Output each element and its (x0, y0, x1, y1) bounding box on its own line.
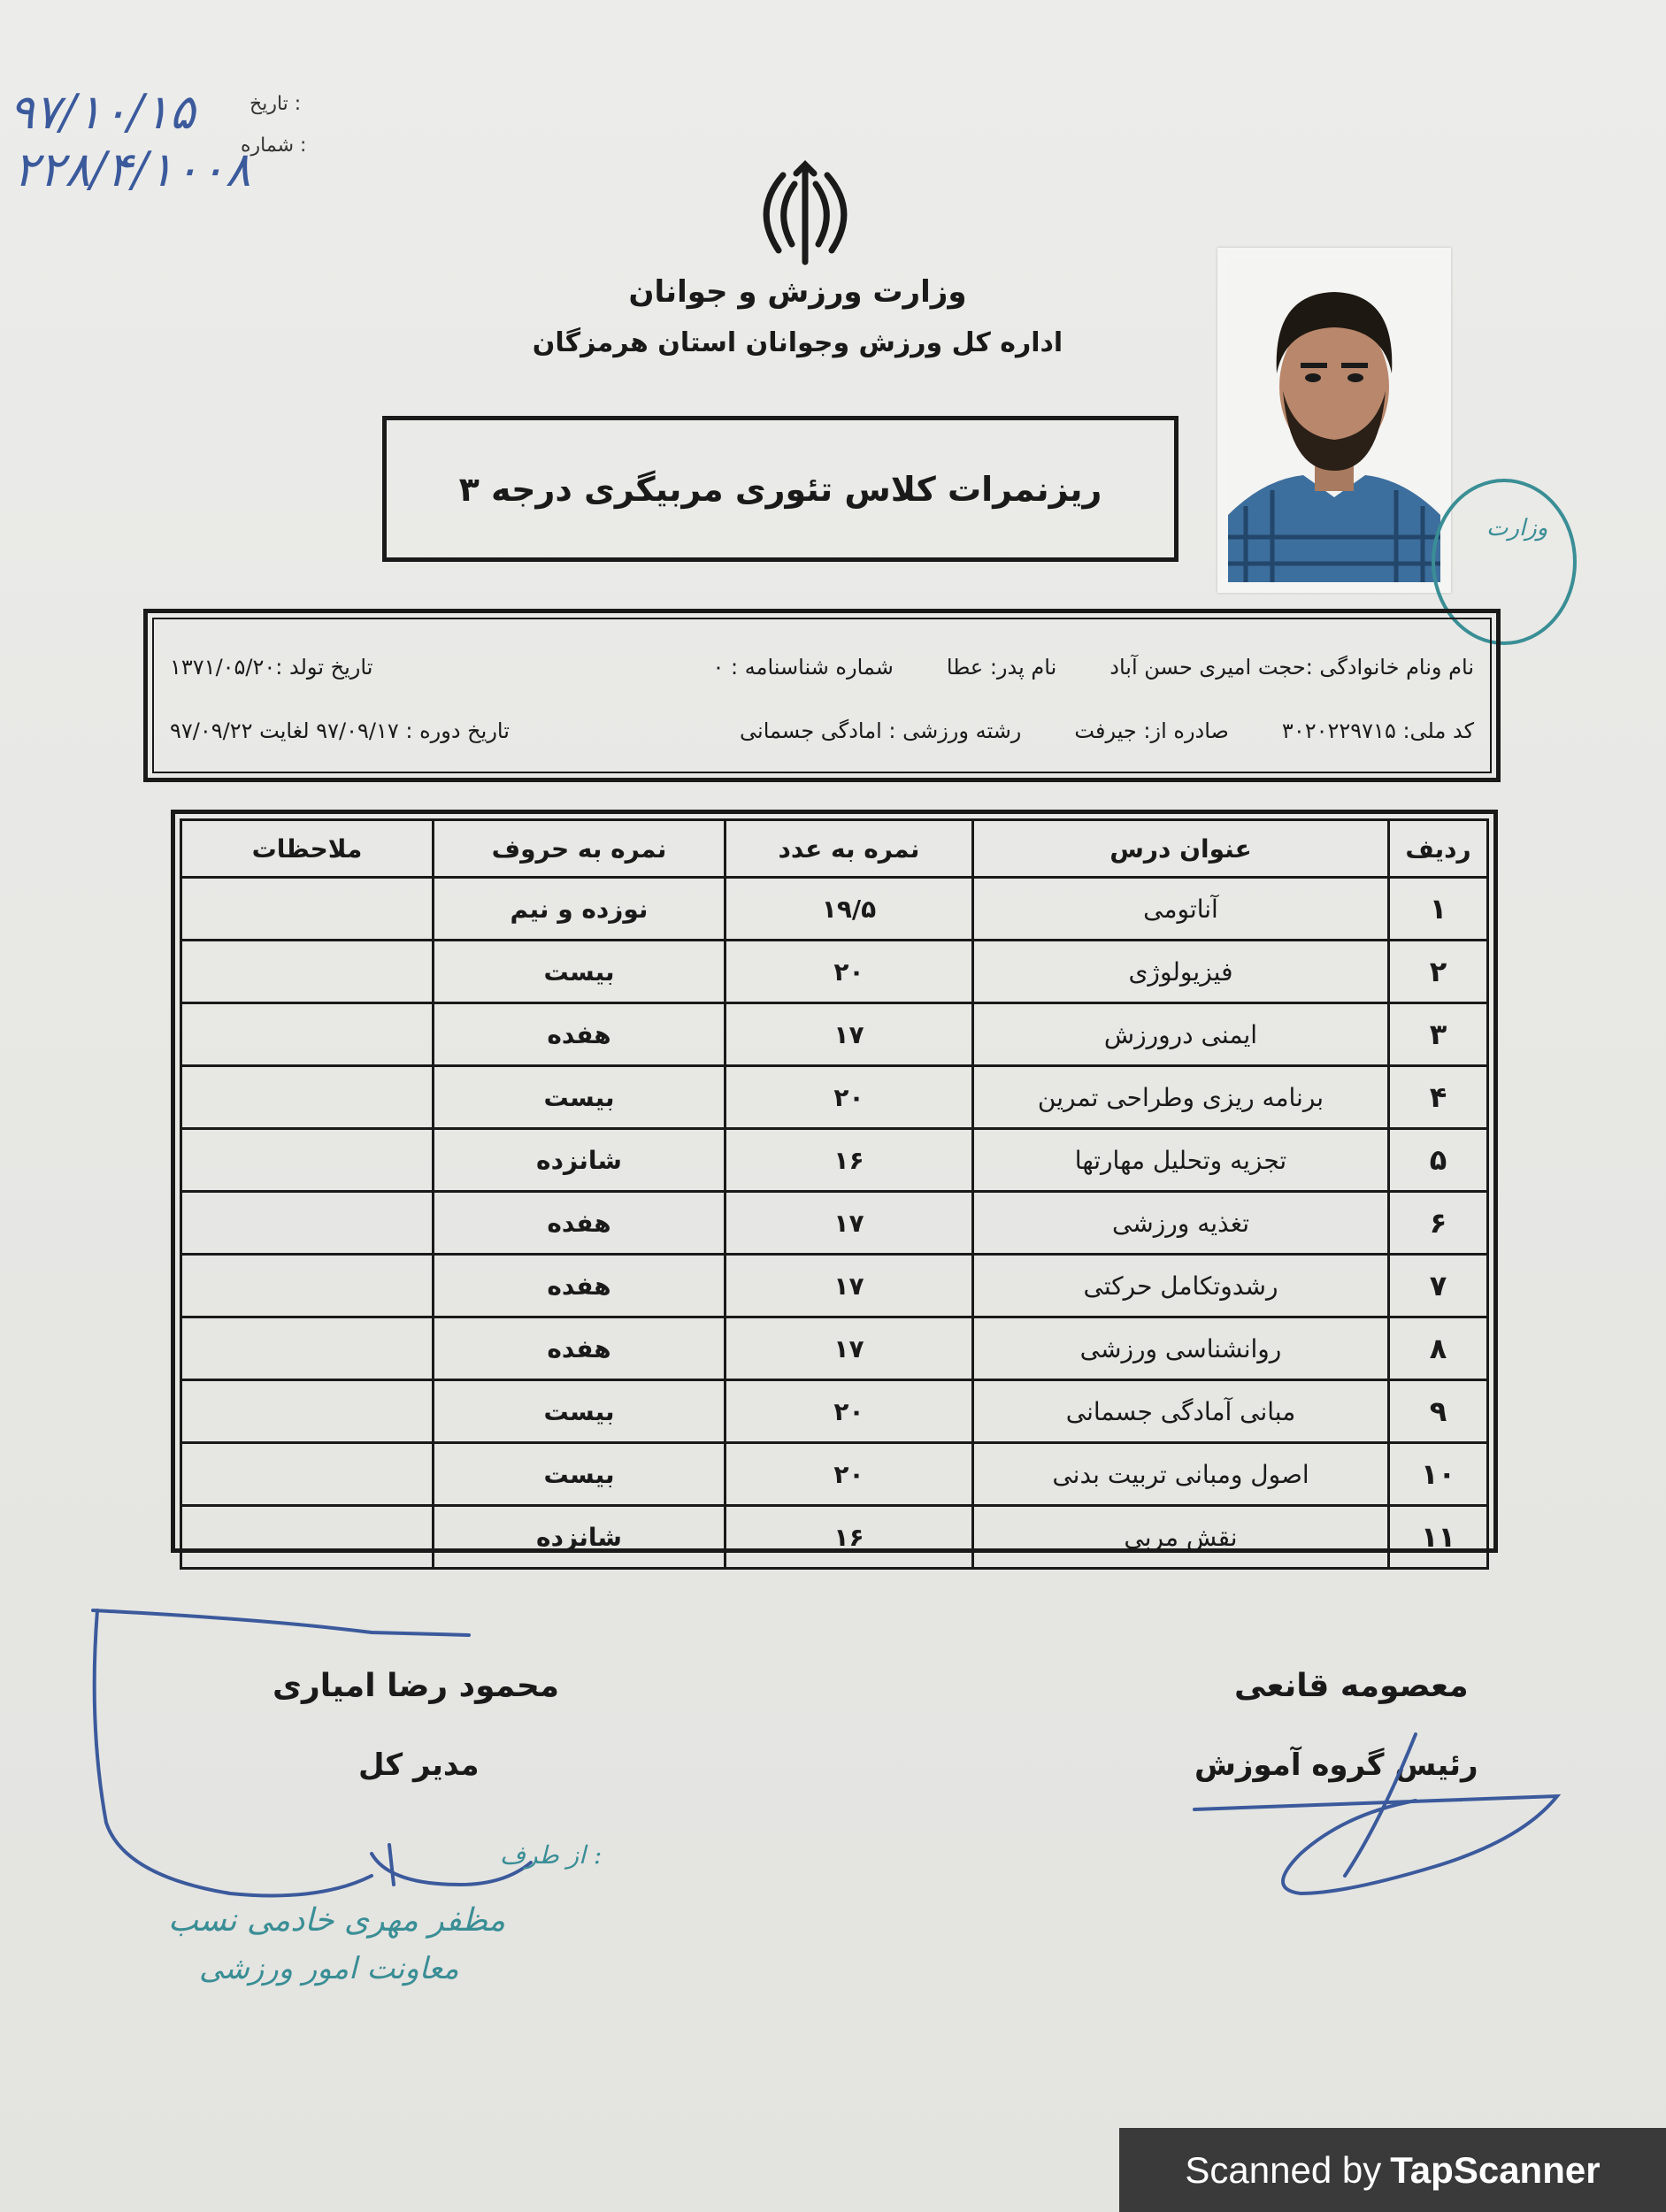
notes-cell (181, 1129, 434, 1192)
row-index: ۹ (1389, 1380, 1488, 1443)
course-title: برنامه ریزی وطراحی تمرین (973, 1066, 1389, 1129)
table-row (181, 1506, 1488, 1569)
header-grade-number: نمره به عدد (726, 820, 973, 878)
table-row (181, 878, 1488, 941)
row-index: ۱۰ (1389, 1443, 1488, 1506)
sport-field: رشته ورزشی : امادگی جسمانی (740, 718, 1022, 743)
course-title: آناتومی (973, 878, 1389, 941)
table-header-row (181, 820, 1488, 878)
scanner-brand: TapScanner (1390, 2148, 1601, 2191)
row-index: ۶ (1389, 1192, 1488, 1255)
table-row (181, 1317, 1488, 1380)
grade-number: ۲۰ (726, 1066, 973, 1129)
table-row (181, 1003, 1488, 1066)
issued-from: صادره از: جیرفت (1074, 718, 1229, 743)
grade-words: هفده (434, 1317, 726, 1380)
header-course-title: عنوان درس (973, 820, 1389, 878)
notes-cell (181, 1443, 434, 1506)
course-period: تاریخ دوره : ۹۷/۰۹/۱۷ لغایت ۹۷/۰۹/۲۲ (170, 718, 510, 743)
table-row (181, 941, 1488, 1003)
education-head-title: رئیس گروه آموزش (1194, 1747, 1478, 1783)
deputy-office: معاونت امور ورزشی (199, 1951, 459, 1986)
grade-words: هفده (434, 1003, 726, 1066)
grade-number: ۱۶ (726, 1506, 973, 1569)
grade-words: شانزده (434, 1506, 726, 1569)
applicant-photo (1217, 248, 1451, 593)
id-number: شماره شناسنامه : ۰ (712, 655, 894, 680)
scanner-watermark (1119, 2128, 1666, 2212)
header-grade-words: نمره به حروف (434, 820, 726, 878)
info-row-1 (170, 655, 1474, 680)
course-title: تجزیه وتحلیل مهارتها (973, 1129, 1389, 1192)
row-index: ۳ (1389, 1003, 1488, 1066)
table-row (181, 1380, 1488, 1443)
row-index: ۵ (1389, 1129, 1488, 1192)
row-index: ۱ (1389, 878, 1488, 941)
table-row (181, 1066, 1488, 1129)
table-row (181, 1443, 1488, 1506)
grade-words: هفده (434, 1255, 726, 1317)
date-value: ۹۷/۱۰/۱۵ (9, 84, 196, 140)
deputy-name: مظفر مهری خادمی نسب (168, 1902, 506, 1939)
grade-number: ۱۷ (726, 1255, 973, 1317)
director-name: محمود رضا امیاری (273, 1668, 560, 1704)
education-head-name: معصومه قانعی (1234, 1668, 1469, 1704)
info-row-2 (170, 718, 1474, 743)
notes-cell (181, 1003, 434, 1066)
scanner-prefix: Scanned by (1185, 2148, 1382, 2191)
course-title: نقش مربی (973, 1506, 1389, 1569)
grade-number: ۲۰ (726, 941, 973, 1003)
grade-words: بیست (434, 941, 726, 1003)
department-name: اداره کل ورزش وجوانان استان هرمزگان (532, 327, 1063, 358)
applicant-info-box (143, 609, 1501, 782)
table-row (181, 1192, 1488, 1255)
ministry-name: وزارت ورزش و جوانان (628, 274, 967, 310)
notes-cell (181, 1317, 434, 1380)
course-title: روانشناسی ورزشی (973, 1317, 1389, 1380)
document-title: ریزنمرات کلاس تئوری مربیگری درجه ۳ (382, 416, 1178, 562)
course-title: رشدوتکامل حرکتی (973, 1255, 1389, 1317)
course-title: فیزیولوژی (973, 941, 1389, 1003)
course-title: اصول ومبانی تربیت بدنی (973, 1443, 1389, 1506)
header-notes: ملاحظات (181, 820, 434, 878)
national-code: کد ملی: ۳۰۲۰۲۲۹۷۱۵ (1281, 718, 1474, 743)
grade-number: ۱۹/۵ (726, 878, 973, 941)
grade-number: ۱۷ (726, 1192, 973, 1255)
portrait-illustration (1228, 258, 1440, 582)
number-value: ۲۲۸/۴/۱۰۰۸ (13, 142, 251, 197)
grade-words: نوزده و نیم (434, 878, 726, 941)
stamp-text: وزارت (1486, 515, 1548, 541)
grade-number: ۱۶ (726, 1129, 973, 1192)
grade-words: بیست (434, 1380, 726, 1443)
grade-number: ۲۰ (726, 1380, 973, 1443)
notes-cell (181, 1066, 434, 1129)
notes-cell (181, 1255, 434, 1317)
row-index: ۱۱ (1389, 1506, 1488, 1569)
table-row (181, 1129, 1488, 1192)
grade-number: ۱۷ (726, 1317, 973, 1380)
row-index: ۴ (1389, 1066, 1488, 1129)
on-behalf-label: از طرف : (500, 1840, 603, 1870)
notes-cell (181, 1192, 434, 1255)
course-title: ایمنی درورزش (973, 1003, 1389, 1066)
date-label: تاریخ : (250, 93, 302, 115)
header-row-index: ردیف (1389, 820, 1488, 878)
iran-emblem-icon (743, 157, 867, 273)
applicant-name: نام ونام خانوادگی :حجت امیری حسن آباد (1109, 655, 1474, 680)
father-name: نام پدر: عطا (946, 655, 1057, 680)
notes-cell (181, 1380, 434, 1443)
grade-number: ۲۰ (726, 1443, 973, 1506)
number-label: شماره : (241, 134, 307, 157)
birth-date: تاریخ تولد :۱۳۷۱/۰۵/۲۰ (170, 655, 373, 680)
director-title: مدیر کل (358, 1747, 480, 1783)
notes-cell (181, 941, 434, 1003)
grades-table (171, 810, 1498, 1553)
row-index: ۲ (1389, 941, 1488, 1003)
grade-words: بیست (434, 1066, 726, 1129)
row-index: ۸ (1389, 1317, 1488, 1380)
row-index: ۷ (1389, 1255, 1488, 1317)
grade-words: بیست (434, 1443, 726, 1506)
table-row (181, 1255, 1488, 1317)
grade-words: شانزده (434, 1129, 726, 1192)
grade-words: هفده (434, 1192, 726, 1255)
grade-number: ۱۷ (726, 1003, 973, 1066)
course-title: مبانی آمادگی جسمانی (973, 1380, 1389, 1443)
notes-cell (181, 1506, 434, 1569)
course-title: تغذیه ورزشی (973, 1192, 1389, 1255)
notes-cell (181, 878, 434, 941)
